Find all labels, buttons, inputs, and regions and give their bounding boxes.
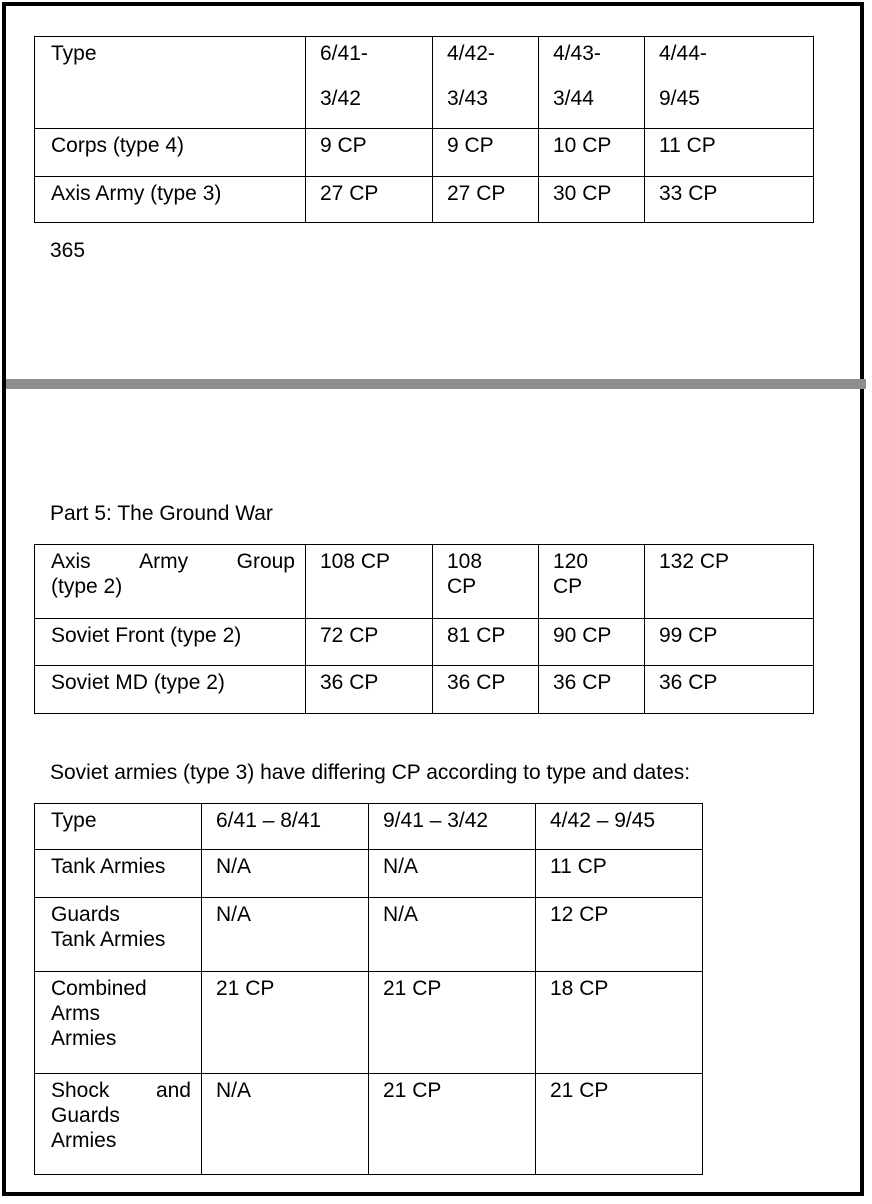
table-cell: 21 CP <box>536 1074 703 1175</box>
table-cell: 36 CP <box>539 666 645 714</box>
table-cell: 11 CP <box>536 850 703 898</box>
row-label: Axis Army Group (type 2) <box>35 545 306 619</box>
section-heading: Part 5: The Ground War <box>50 502 273 525</box>
table-cell: 33 CP <box>645 177 814 223</box>
header-cell: 9/41 – 3/42 <box>369 804 536 850</box>
page-break-divider <box>6 379 866 389</box>
header-cell: 4/42 – 9/45 <box>536 804 703 850</box>
table-cell: 18 CP <box>536 972 703 1074</box>
table-cell: 99 CP <box>645 619 814 666</box>
table-row <box>35 666 814 714</box>
table-cell: 120 CP <box>539 545 645 619</box>
table-cell: 11 CP <box>645 129 814 177</box>
header-cell: 6/41- 3/42 <box>306 37 433 129</box>
table-cell: 108 CP <box>433 545 539 619</box>
table-row <box>35 129 814 177</box>
table-cell: 27 CP <box>306 177 433 223</box>
table-cell: N/A <box>202 898 369 972</box>
row-label: Axis Army (type 3) <box>35 177 306 223</box>
table-row <box>35 619 814 666</box>
row-label: Combined Arms Armies <box>35 972 202 1074</box>
row-label: Soviet Front (type 2) <box>35 619 306 666</box>
table-cell: 36 CP <box>306 666 433 714</box>
table-cell: 27 CP <box>433 177 539 223</box>
header-cell: 4/43- 3/44 <box>539 37 645 129</box>
table-cell: N/A <box>202 850 369 898</box>
header-cell: 6/41 – 8/41 <box>202 804 369 850</box>
table-cell: 10 CP <box>539 129 645 177</box>
table-header-row <box>35 37 814 129</box>
table-cell: 90 CP <box>539 619 645 666</box>
table-row <box>35 898 703 972</box>
header-cell: Type <box>35 37 306 129</box>
table-cell: N/A <box>369 850 536 898</box>
table-cell: N/A <box>202 1074 369 1175</box>
header-cell: 4/44- 9/45 <box>645 37 814 129</box>
table-cell: N/A <box>369 898 536 972</box>
row-label: Shock and Guards Armies <box>35 1074 202 1175</box>
table-row <box>35 177 814 223</box>
page-number: 365 <box>50 239 86 262</box>
table-row <box>35 1074 703 1175</box>
table-cell: 21 CP <box>369 972 536 1074</box>
table-cell: 9 CP <box>433 129 539 177</box>
cp-table-army-groups <box>34 544 814 714</box>
table-cell: 132 CP <box>645 545 814 619</box>
cp-table-soviet-armies <box>34 803 703 1175</box>
row-label: Tank Armies <box>35 850 202 898</box>
header-cell: 4/42- 3/43 <box>433 37 539 129</box>
table-cell: 81 CP <box>433 619 539 666</box>
table-row <box>35 850 703 898</box>
table-row <box>35 545 814 619</box>
table-cell: 9 CP <box>306 129 433 177</box>
soviet-armies-paragraph: Soviet armies (type 3) have differing CP according to type and dates: <box>50 761 691 784</box>
row-label: Soviet MD (type 2) <box>35 666 306 714</box>
cp-table-axis <box>34 36 814 223</box>
row-label: Guards Tank Armies <box>35 898 202 972</box>
table-cell: 21 CP <box>369 1074 536 1175</box>
table-cell: 72 CP <box>306 619 433 666</box>
table-cell: 30 CP <box>539 177 645 223</box>
row-label: Corps (type 4) <box>35 129 306 177</box>
table-cell: 36 CP <box>645 666 814 714</box>
header-cell: Type <box>35 804 202 850</box>
table-cell: 12 CP <box>536 898 703 972</box>
table-cell: 108 CP <box>306 545 433 619</box>
table-cell: 36 CP <box>433 666 539 714</box>
table-row <box>35 972 703 1074</box>
table-cell: 21 CP <box>202 972 369 1074</box>
table-header-row <box>35 804 703 850</box>
